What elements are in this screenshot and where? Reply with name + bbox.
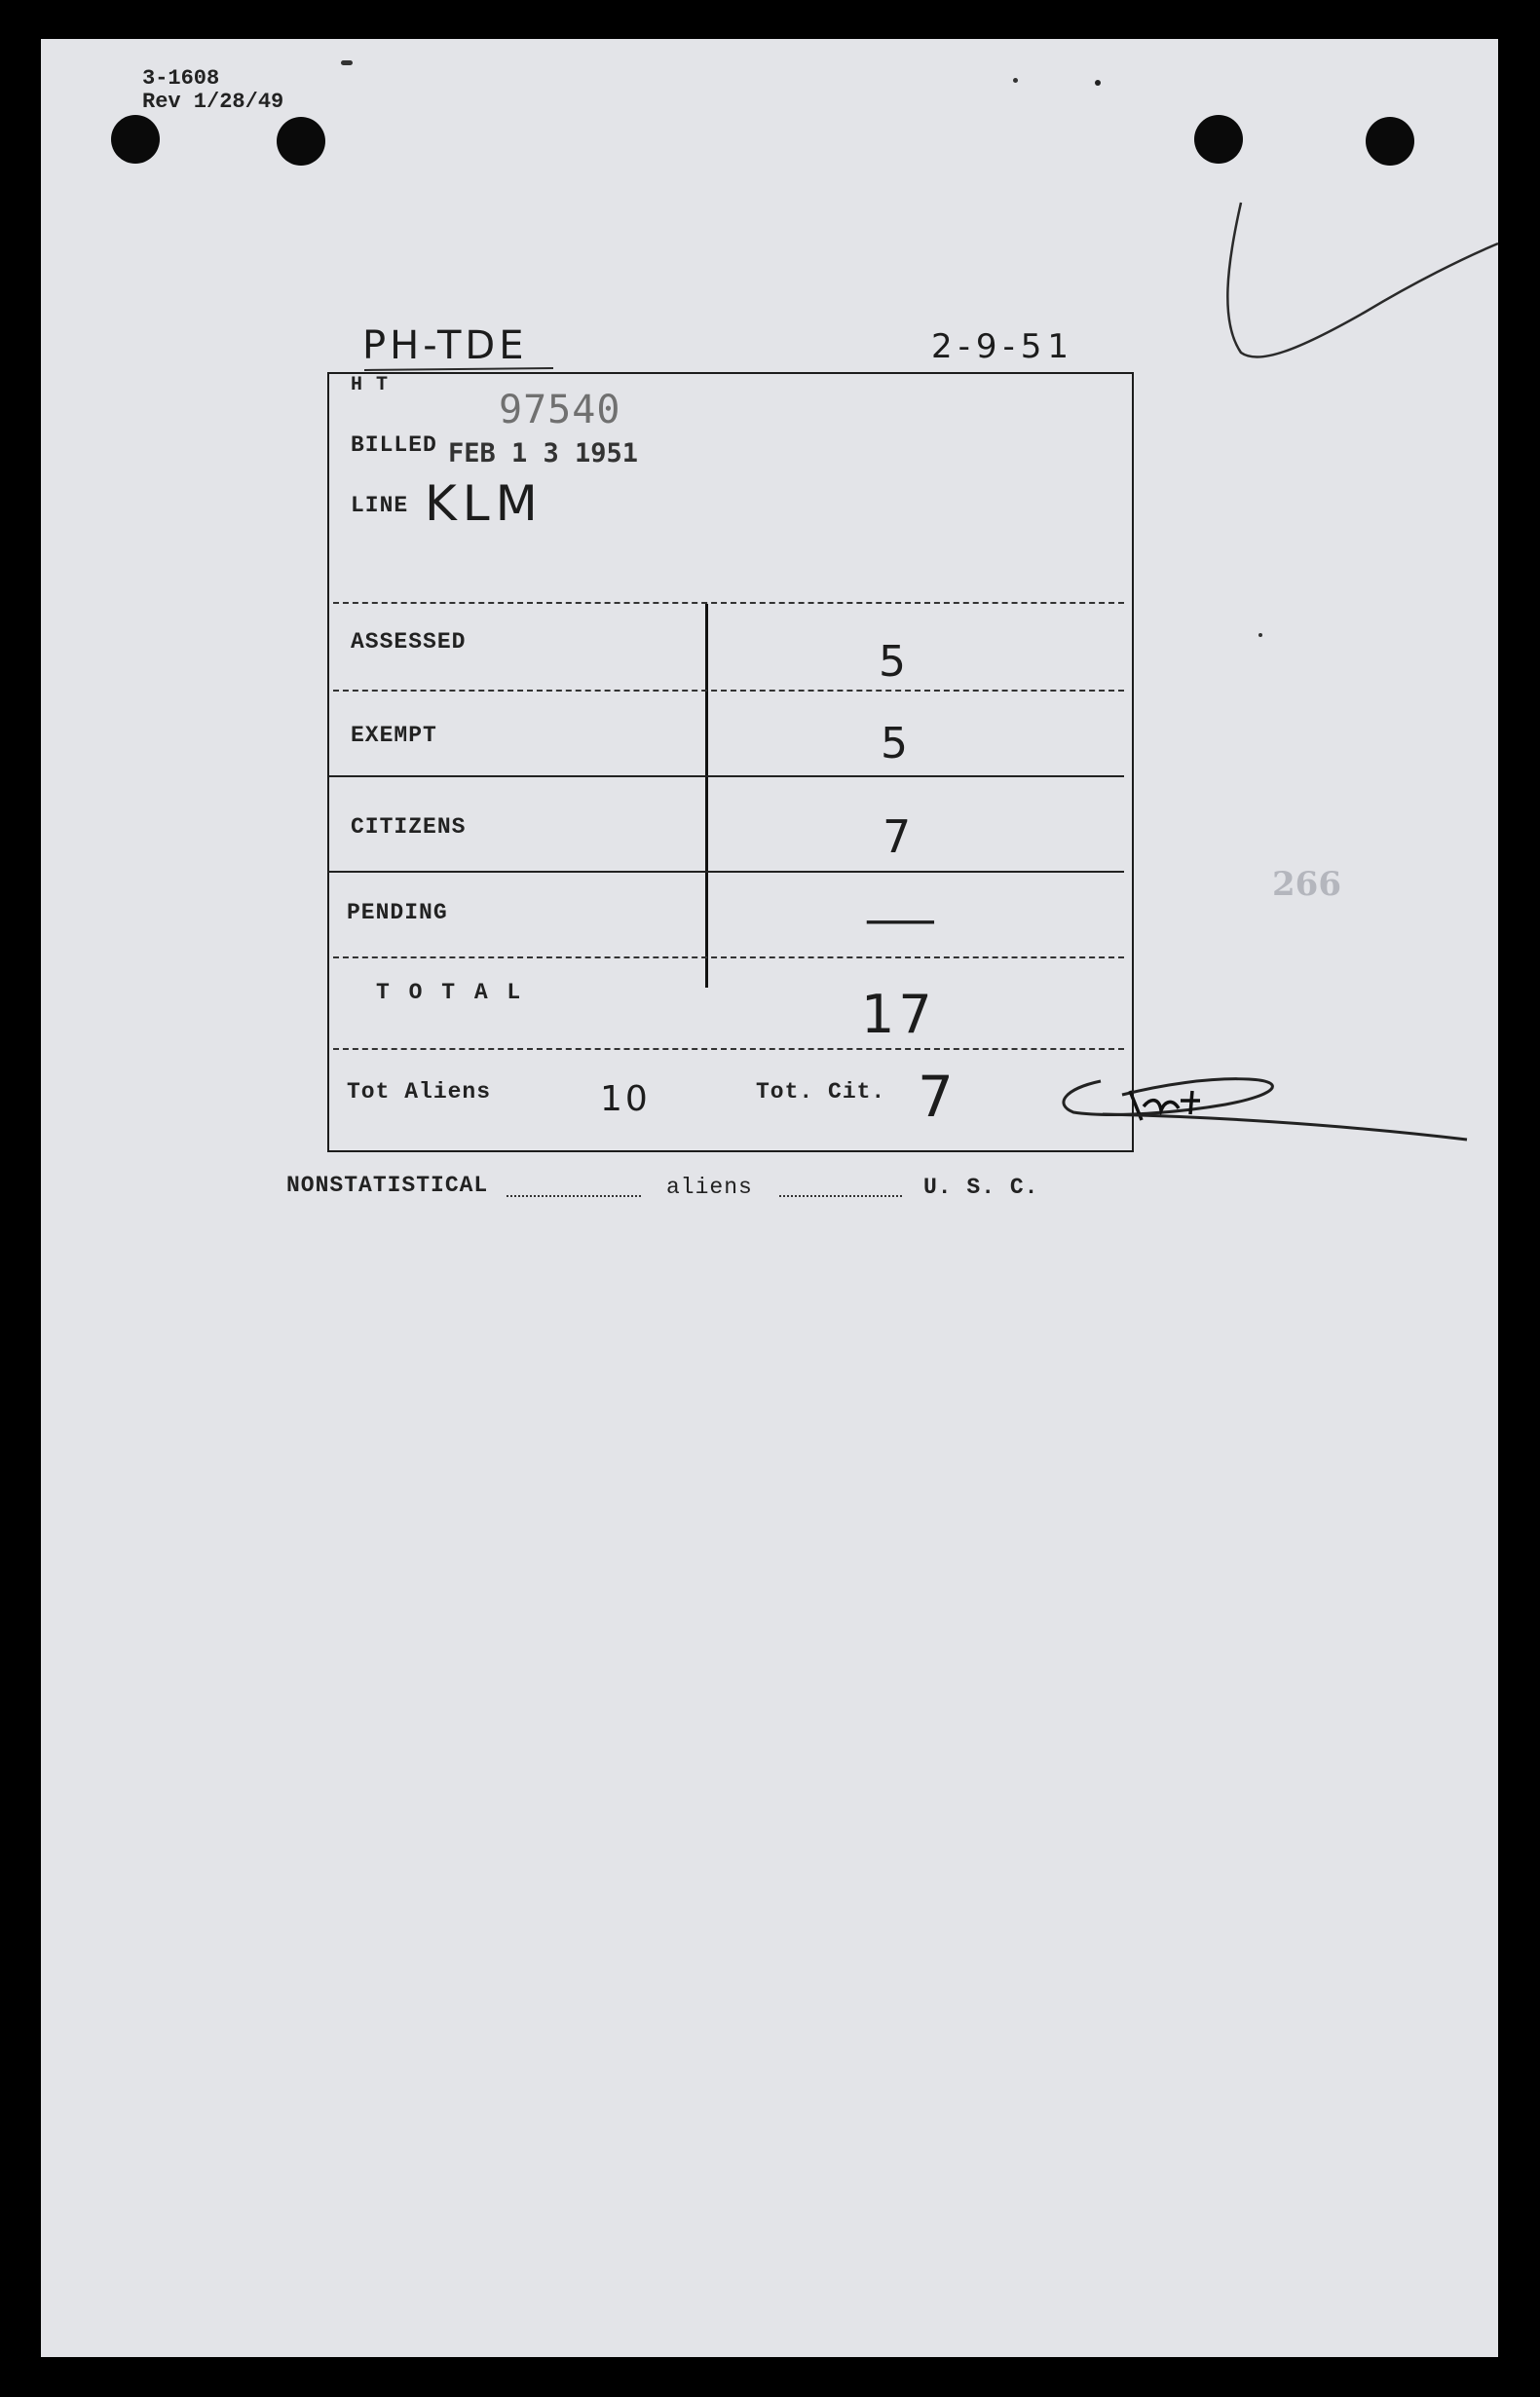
row-label-assessed: ASSESSED — [351, 629, 467, 655]
table-rule-4 — [333, 956, 1124, 958]
table-rule-5 — [333, 1048, 1124, 1050]
form-number: 3-1608 — [142, 66, 220, 91]
aliens-blank — [779, 1195, 902, 1197]
line-value: KLM — [425, 475, 544, 532]
row-label-citizens: CITIZENS — [351, 814, 467, 840]
margin-page-number: 266 — [1272, 865, 1341, 904]
tot-aliens-label: Tot Aliens — [347, 1079, 492, 1105]
usc-label: U. S. C. — [923, 1175, 1039, 1200]
ink-speck — [1258, 633, 1262, 637]
table-rule-3 — [327, 871, 1124, 873]
billed-date-stamp: FEB 1 3 1951 — [448, 438, 639, 468]
line-label: LINE — [351, 493, 409, 518]
table-rule-1 — [333, 690, 1124, 692]
total-value: 17 — [861, 984, 936, 1045]
table-rule-2 — [329, 775, 1124, 777]
row-value-exempt: 5 — [881, 719, 908, 768]
nonstatistical-label: NONSTATISTICAL — [286, 1173, 489, 1198]
row-value-citizens: 7 — [883, 810, 912, 863]
total-label: T O T A L — [376, 980, 524, 1005]
nonstatistical-blank — [507, 1195, 641, 1197]
ht-label: H T — [351, 374, 390, 396]
vessel-code: PH-TDE — [362, 323, 528, 368]
form-revision: Rev 1/28/49 — [142, 90, 284, 114]
ink-speck — [1095, 80, 1101, 86]
aliens-label: aliens — [666, 1175, 753, 1200]
row-value-assessed: 5 — [879, 637, 906, 687]
punch-hole-left-2 — [277, 117, 325, 166]
row-label-exempt: EXEMPT — [351, 723, 437, 748]
ink-speck — [341, 60, 353, 65]
ink-speck — [1013, 78, 1018, 83]
document-page — [41, 39, 1498, 2357]
check-mark-icon — [1220, 156, 1502, 409]
billed-label: BILLED — [351, 432, 437, 458]
tot-cit-label: Tot. Cit. — [756, 1079, 886, 1105]
row-label-pending: PENDING — [347, 900, 448, 925]
tot-cit-value: 7 — [918, 1064, 954, 1130]
arrival-date: 2-9-51 — [931, 327, 1075, 366]
punch-hole-left-1 — [111, 115, 160, 164]
table-divider — [705, 604, 708, 988]
row-value-pending: — — [863, 892, 938, 947]
initials-signature — [1044, 1056, 1473, 1153]
ht-number-stamp: 97540 — [499, 388, 621, 432]
tot-aliens-value: 10 — [600, 1079, 651, 1119]
table-top-rule — [333, 602, 1124, 604]
